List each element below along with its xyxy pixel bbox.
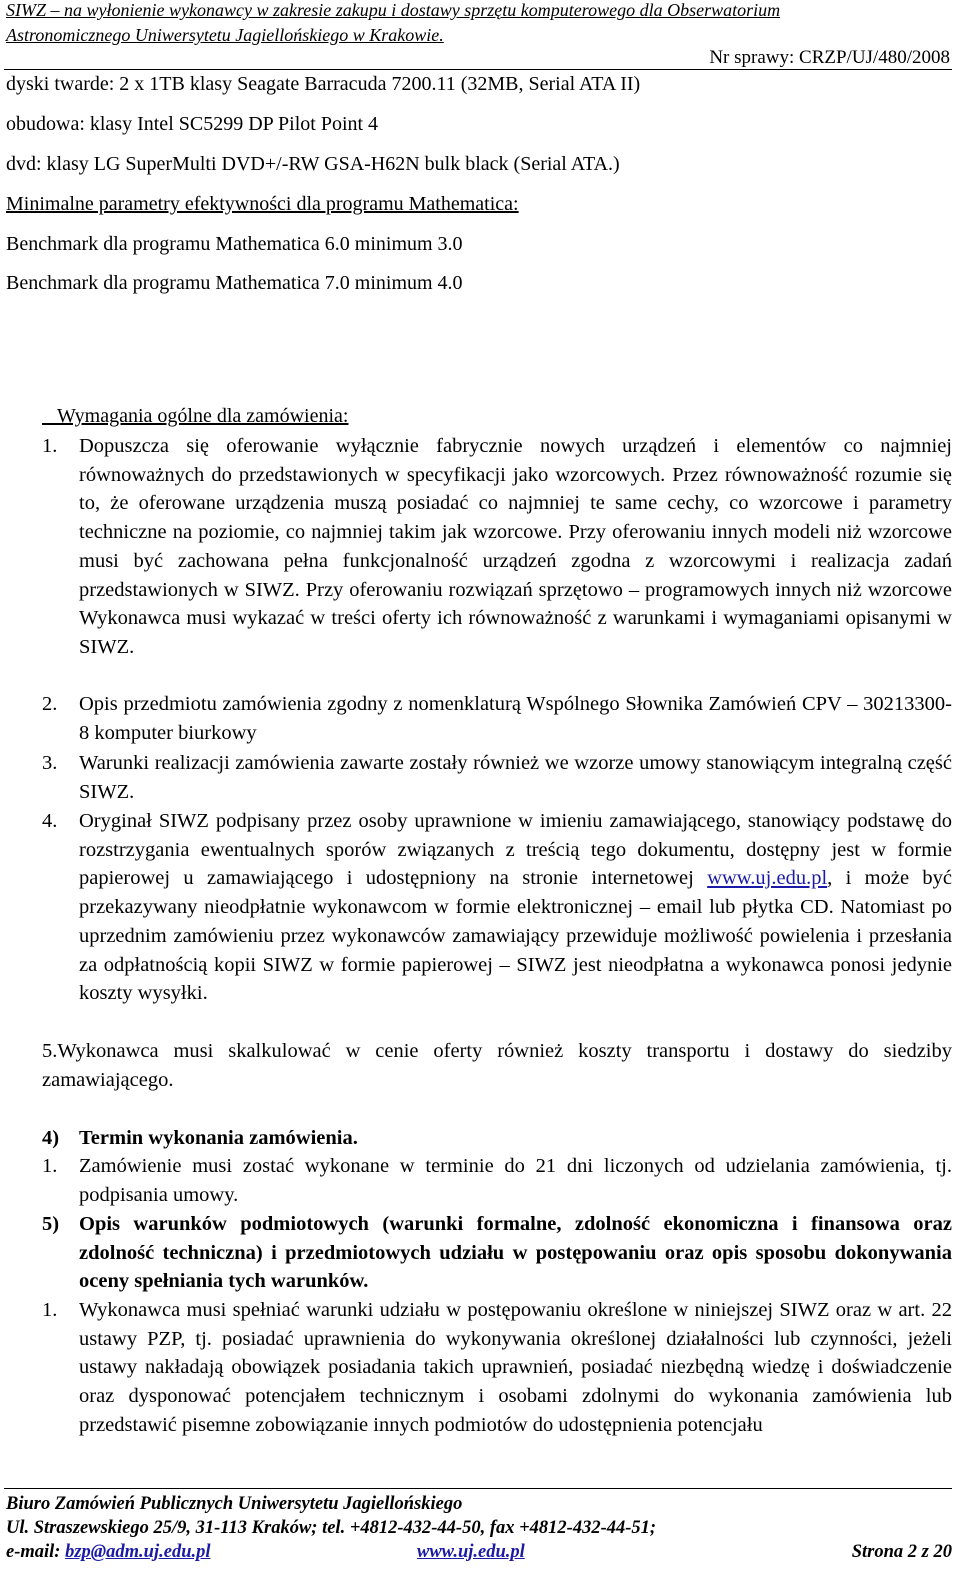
item-text: Warunki realizacji zamówienia zawarte zostały również we wzorze umowy stanowiącym integralną część SIWZ.: [79, 752, 952, 803]
requirement-item-3: [42, 749, 952, 806]
spec-hard-drives: dyski twarde: 2 x 1TB klasy Seagate Barracuda 7200.11 (32MB, Serial ATA II): [6, 73, 641, 95]
item-text: Wykonawca musi spełniać warunki udziału w postępowaniu określone w niniejszej SIWZ oraz w art. 22 ustawy PZP, tj. posiadać uprawnienia do wykonywania określonej działalności lub czynności, jeżeli ustawy nakładają obowiązek posiadania takich uprawnień, posiadać niezbędną wiedzę i doświadczenie oraz dysponować potencjałem technicznym i osobami zdolnymi do wykonania zamówienia lub przedstawić pisemne zobowiązanie innych podmiotów do udostępnienia potencjału: [79, 1299, 952, 1436]
footer-email-link[interactable]: bzp@adm.uj.edu.pl: [65, 1542, 211, 1562]
case-number: Nr sprawy: CRZP/UJ/480/2008: [709, 47, 950, 68]
requirement-item-5: 5.Wykonawca musi skalkulować w cenie oferty również koszty transportu i dostawy do siedziby zamawiającego.: [42, 1040, 952, 1091]
footer-contact-line: [6, 1540, 952, 1564]
item-text: Dopuszcza się oferowanie wyłącznie fabrycznie nowych urządzeń i elementów co najmniej równoważnych do przedstawionych w specyfikacji jako wzorcowych. Przez równoważność rozumie się to, że oferowane urządzenia muszą posiadać co najmniej te same cechy, co wzorcowe i parametry techniczne na poziomie, co najmniej takim jak wzorcowe. Przy oferowaniu innych modeli niż wzorcowe musi być zachowana pełna funkcjonalność urządzeń zgodna z wzorcowymi i realizacja zadań przedstawionych w SIWZ. Przy oferowaniu rozwiązań sprzętowo – programowych innych niż wzorcowe Wykonawca musi wykazać w treści oferty ich równoważność z warunkami i wymaganiami opisanymi w SIWZ.: [79, 435, 952, 658]
requirement-item-1: [42, 432, 952, 662]
item-number: 1.: [42, 1155, 58, 1177]
requirements-title: Wymagania ogólne dla zamówienia:: [57, 405, 349, 427]
item-number: 4.: [42, 810, 58, 832]
section-4-item-1: [42, 1152, 952, 1209]
footer-email-label: e-mail:: [6, 1542, 66, 1562]
document-header-line1: SIWZ – na wyłonienie wykonawcy w zakresie zakupu i dostawy sprzętu komputerowego dla Obserwatorium: [6, 0, 781, 20]
section-5-heading: [42, 1210, 952, 1296]
requirement-item-4: [42, 807, 952, 1008]
header-divider: [4, 69, 952, 70]
item-text: Zamówienie musi zostać wykonane w terminie do 21 dni liczonych od udzielania zamówienia, tj. podpisania umowy.: [79, 1155, 952, 1206]
requirement-item-2: [42, 690, 952, 747]
item-number: 3.: [42, 752, 58, 774]
item-text: Oryginał SIWZ podpisany przez osoby uprawnione w imieniu zamawiającego, stanowiący podstawę do rozstrzygania ewentualnych sporów związanych z treścią tego dokumentu, dostępny jest w formie papierowej u zamawiającego i udostępniony na stronie internetowej www.uj.edu.pl, i może być przekazywany nieodpłatnie wykonawcom w formie elektronicznej – email lub płytka CD. Natomiast po uprzednim zamówieniu przez wykonawców zamawiający przewiduje możliwość powielenia i przesłania za odpłatnością kopii SIWZ w formie papierowej – SIWZ jest nieodpłatna a wykonawca ponosi jedynie koszty wysyłki.: [79, 810, 952, 1005]
spec-benchmark-7: Benchmark dla programu Mathematica 7.0 minimum 4.0: [6, 272, 463, 294]
footer-office: Biuro Zamówień Publicznych Uniwersytetu Jagiellońskiego: [6, 1494, 463, 1514]
footer-website-link[interactable]: www.uj.edu.pl: [417, 1542, 525, 1562]
spec-benchmark-6: Benchmark dla programu Mathematica 6.0 minimum 3.0: [6, 233, 463, 255]
spec-mathematica-heading: Minimalne parametry efektywności dla programu Mathematica:: [6, 193, 519, 215]
section-title: Opis warunków podmiotowych (warunki formalne, zdolność ekonomiczna i finansowa oraz zdolność techniczna) i przedmiotowych udziału w postępowaniu oraz opis sposobu dokonywania oceny spełniania tych warunków.: [79, 1213, 952, 1293]
section-number: 4): [42, 1127, 60, 1149]
document-header-line2: Astronomicznego Uniwersytetu Jagiellońskiego w Krakowie.: [6, 25, 444, 45]
item-number: 2.: [42, 693, 58, 715]
footer-divider: [4, 1488, 952, 1489]
spec-dvd: dvd: klasy LG SuperMulti DVD+/-RW GSA-H62N bulk black (Serial ATA.): [6, 153, 620, 175]
item-number: 1.: [42, 435, 58, 457]
section-5-item-1: [42, 1296, 952, 1440]
item-text: Opis przedmiotu zamówienia zgodny z nomenklaturą Wspólnego Słownika Zamówień CPV – 30213300-8 komputer biurkowy: [79, 693, 952, 744]
section-4-heading: [42, 1124, 952, 1153]
footer-address: Ul. Straszewskiego 25/9, 31-113 Kraków; tel. +4812-432-44-50, fax +4812-432-44-51;: [6, 1518, 657, 1538]
website-link[interactable]: www.uj.edu.pl: [707, 867, 828, 890]
page-number: Strona 2 z 20: [851, 1542, 952, 1562]
item-number: 1.: [42, 1299, 58, 1321]
section-title: Termin wykonania zamówienia.: [79, 1127, 358, 1149]
section-number: 5): [42, 1213, 60, 1235]
spec-case: obudowa: klasy Intel SC5299 DP Pilot Point 4: [6, 113, 379, 135]
